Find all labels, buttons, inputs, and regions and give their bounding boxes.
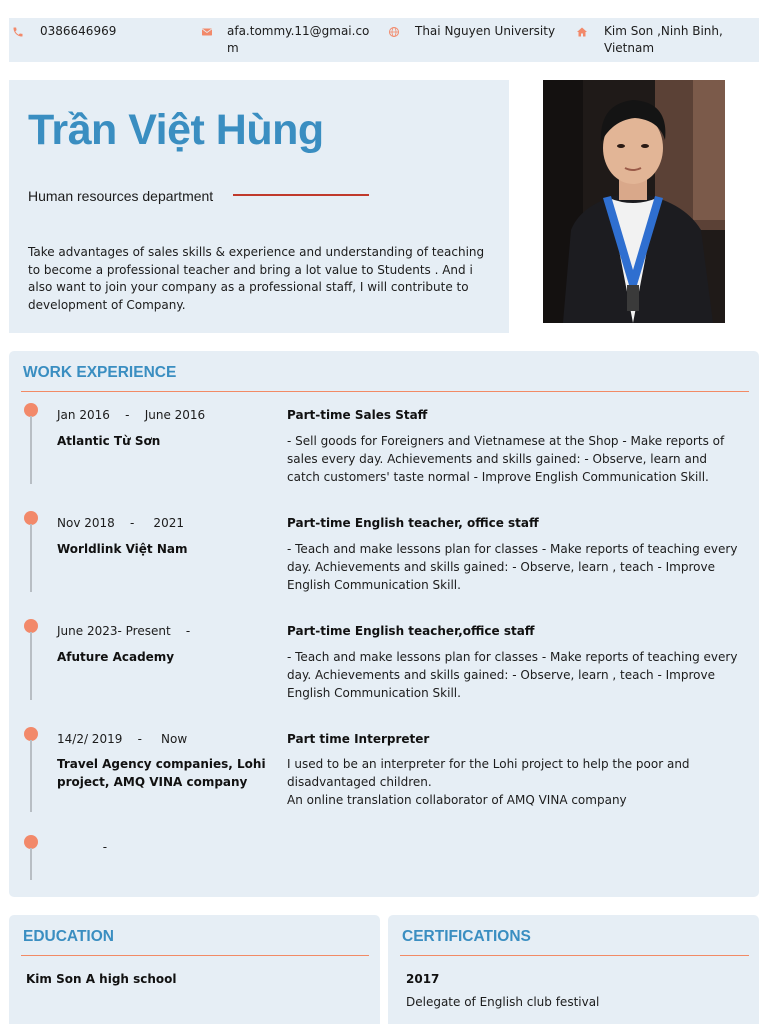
job-title: Part-time English teacher, office staff (287, 516, 539, 530)
globe-icon (388, 26, 400, 38)
contact-university: Thai Nguyen University (415, 24, 556, 38)
home-icon (576, 26, 588, 38)
timeline-line (30, 740, 32, 812)
department-label: Human resources department (28, 188, 214, 204)
envelope-icon (201, 26, 213, 38)
job-title: Part-time Sales Staff (287, 408, 428, 422)
certifications-divider (400, 955, 749, 956)
work-experience-title: WORK EXPERIENCE (23, 364, 177, 381)
timeline-dot (24, 835, 38, 849)
education-school: Kim Son A high school (26, 972, 177, 986)
phone-icon (12, 26, 24, 38)
job-dates: 14/2/ 2019 - Now (57, 732, 188, 746)
certifications-title: CERTIFICATIONS (402, 928, 531, 945)
timeline-line (30, 848, 32, 880)
job-title: Part time Interpreter (287, 732, 430, 746)
career-objective: Take advantages of sales skills & experience and understanding of teaching to become a professional teacher and bring a lot value to Students . And i also want to join your company as a professional staff, I will contribute to development of Company. (28, 245, 485, 312)
contact-phone[interactable]: 0386646969 (40, 24, 117, 38)
job-dates: Jan 2016 - June 2016 (57, 408, 206, 422)
education-title: EDUCATION (23, 928, 114, 945)
timeline-dot (24, 727, 38, 741)
job-company: Worldlink Việt Nam (57, 542, 188, 556)
job-description: - Teach and make lessons plan for classes - Make reports of teaching every day. Achievements and skills gained: - Observe, learn , teach - Improve English Communication Skill. (287, 542, 738, 592)
job-dates: June 2023- Present - (57, 624, 191, 638)
timeline-dot (24, 403, 38, 417)
timeline-line (30, 632, 32, 700)
candidate-name: Trần Việt Hùng (28, 106, 324, 154)
job-title: Part-time English teacher,office staff (287, 624, 535, 638)
timeline-line (30, 524, 32, 592)
timeline-line (30, 416, 32, 484)
certification-name: Delegate of English club festival (406, 995, 600, 1009)
certification-year: 2017 (406, 972, 440, 986)
job-company: Atlantic Từ Sơn (57, 434, 161, 448)
job-dates: - (57, 840, 108, 854)
timeline-dot (24, 511, 38, 525)
job-dates: Nov 2018 - 2021 (57, 516, 184, 530)
contact-email[interactable]: afa.tommy.11@gmai.co m (227, 24, 370, 55)
job-description: - Sell goods for Foreigners and Vietnamese at the Shop - Make reports of sales every day. Achievements and skills gained: - Observe, learn and catch customers' taste normal - Improve English Communication Skill. (287, 434, 725, 484)
job-description: I used to be an interpreter for the Lohi project to help the poor and disadvantaged children. An online translation collaborator of AMQ VINA company (287, 757, 690, 807)
job-company: Afuture Academy (57, 650, 175, 664)
department-divider (233, 194, 369, 196)
work-experience-divider (21, 391, 749, 392)
contact-address: Kim Son ,Ninh Binh, Vietnam (604, 24, 723, 55)
job-company: Travel Agency companies, Lohi project, AMQ VINA company (57, 757, 266, 789)
job-description: - Teach and make lessons plan for classes - Make reports of teaching every day. Achievements and skills gained: - Observe, learn , teach - Improve English Communication Skill. (287, 650, 738, 700)
education-divider (21, 955, 369, 956)
timeline-dot (24, 619, 38, 633)
profile-photo (543, 80, 725, 323)
